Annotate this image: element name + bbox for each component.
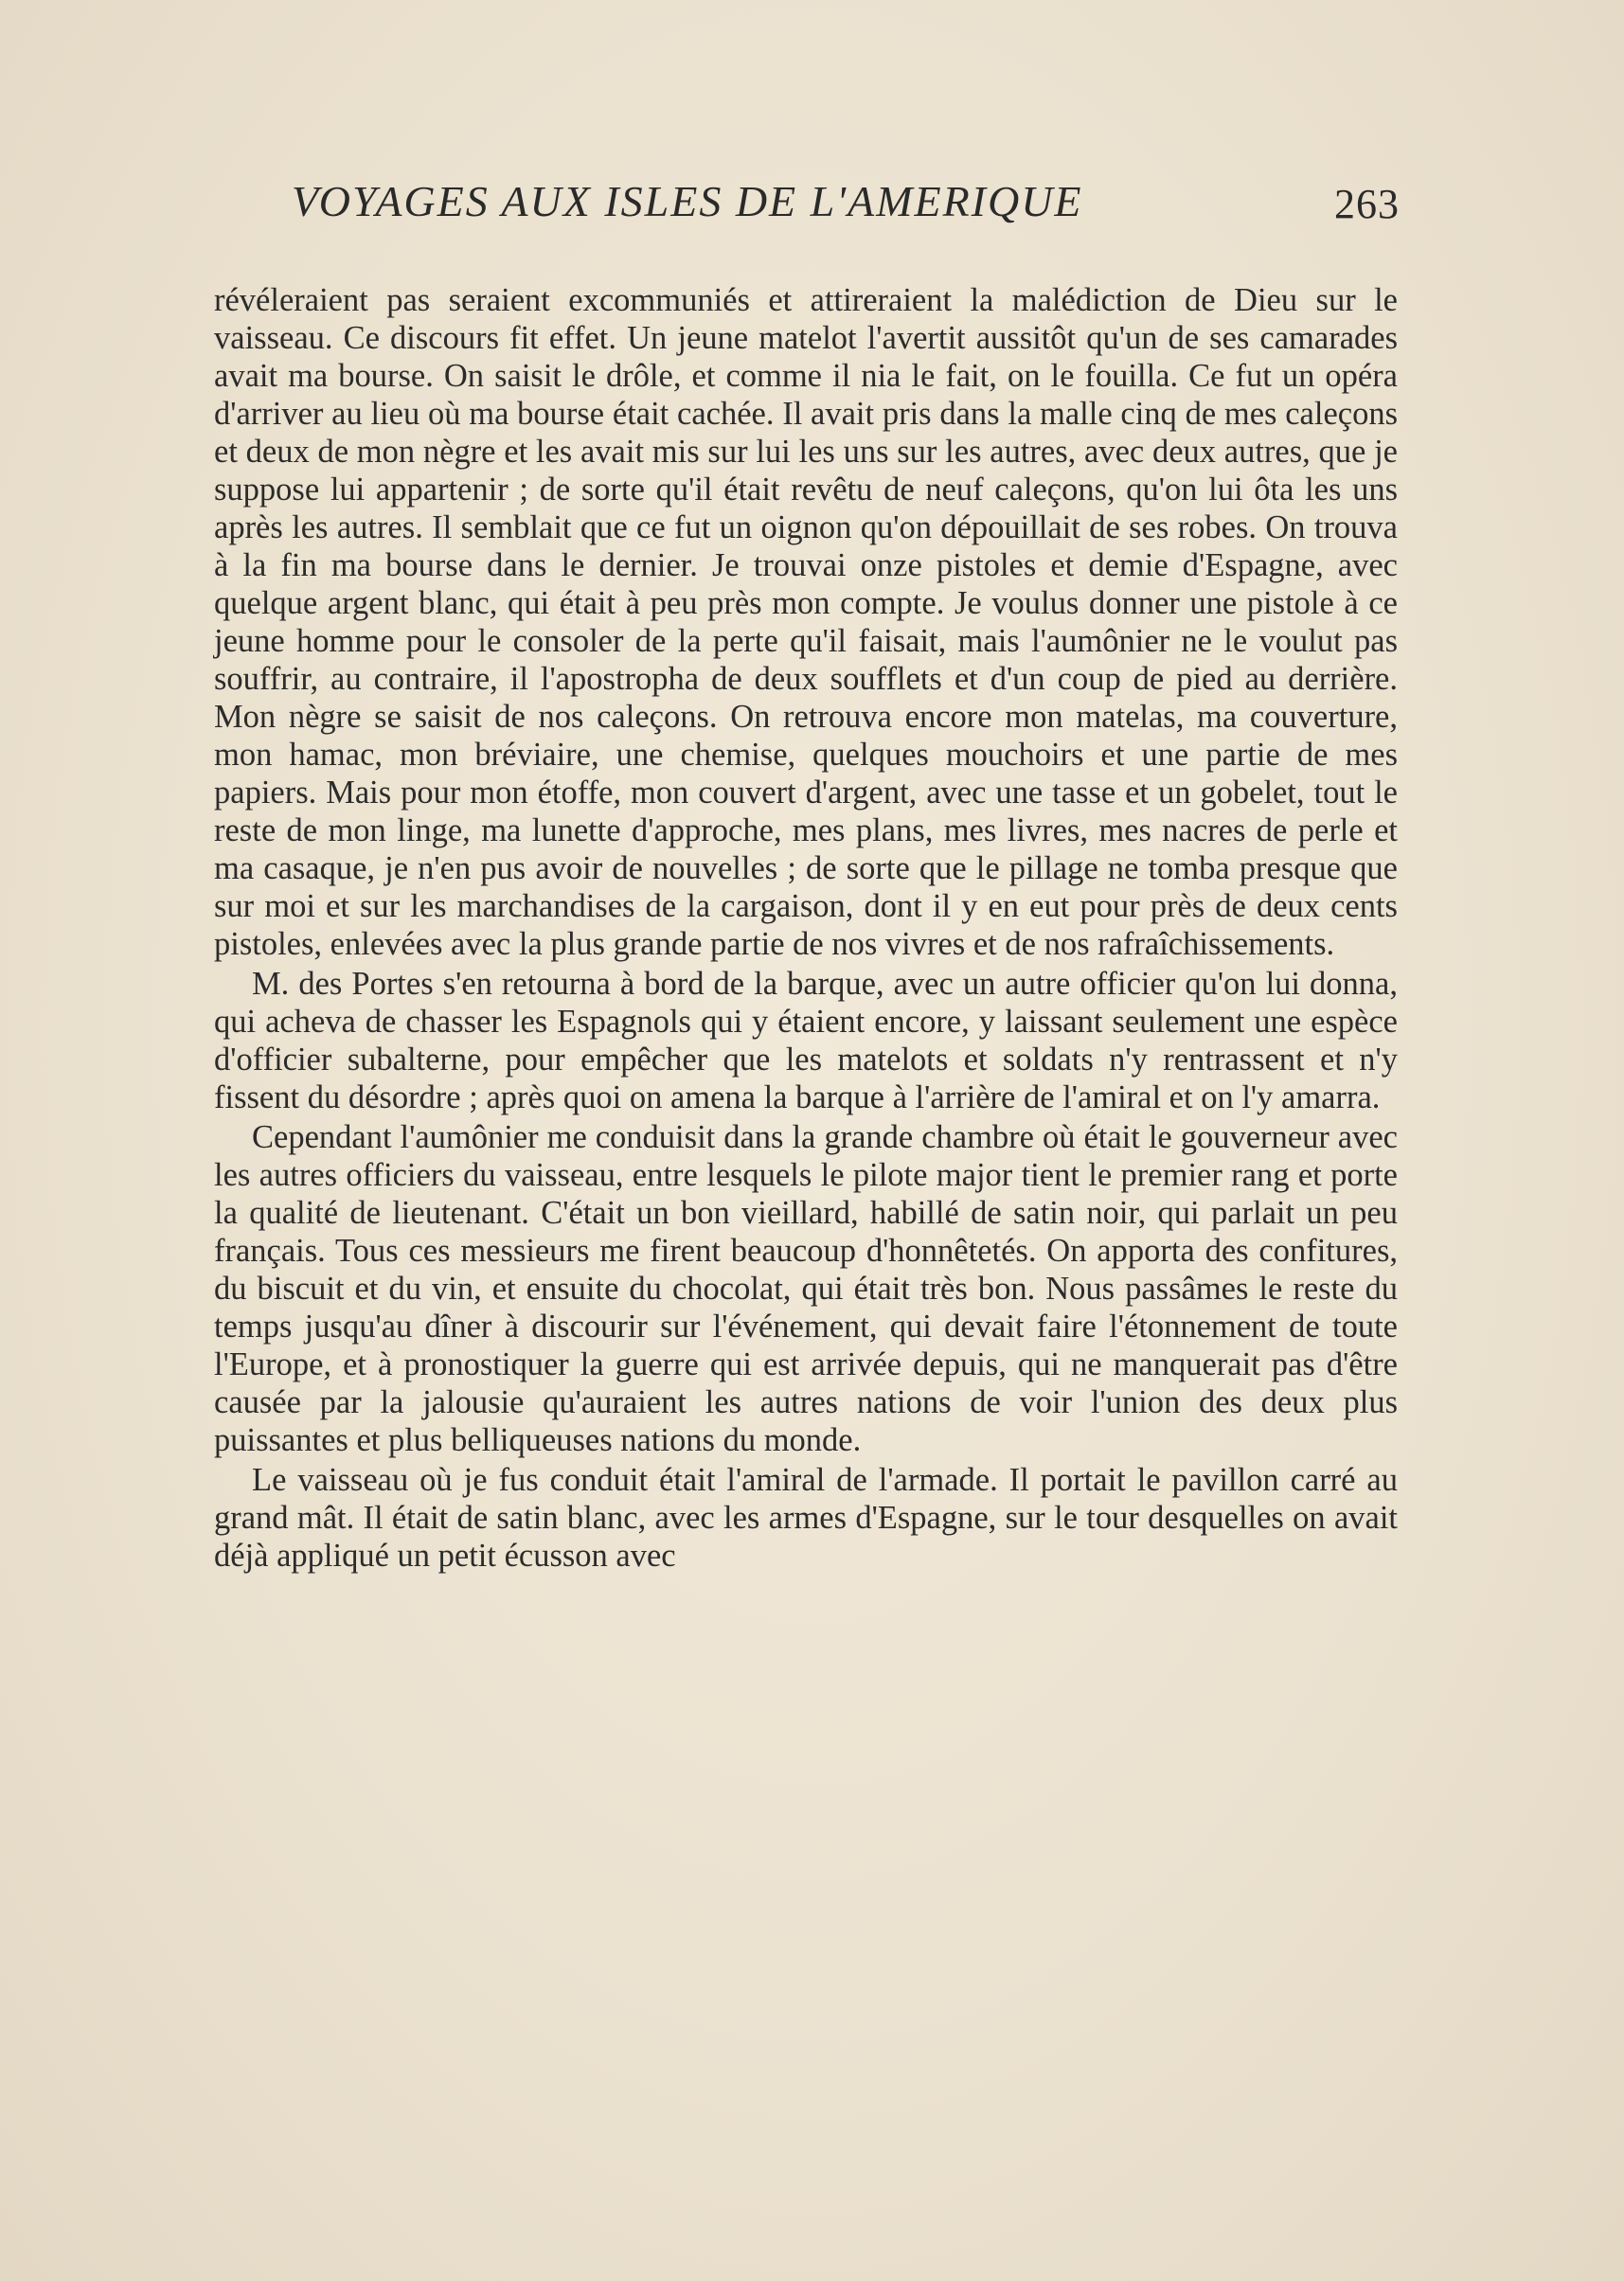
page-header bbox=[292, 176, 1400, 242]
body-text bbox=[214, 281, 1398, 1575]
running-title: VOYAGES AUX ISLES DE L'AMERIQUE bbox=[292, 177, 1083, 225]
paragraph: M. des Portes s'en retourna à bord de la barque, avec un autre officier qu'on lui donna, qui acheva de chasser les Espagnols qui y étaient encore, y laissant seulement une espèce d'officier subalterne, pour empêcher que les matelots et soldats n'y rentrassent et n'y fissent du désordre ; après quoi on amena la barque à l'arrière de l'amiral et on l'y amarra. bbox=[214, 966, 1398, 1115]
paragraph: Cependant l'aumônier me conduisit dans la grande chambre où était le gouverneur avec les autres officiers du vaisseau, entre lesquels le pilote major tient le premier rang et porte la qualité de lieutenant. C'était un bon vieillard, habillé de satin noir, qui parlait un peu français. Tous ces messieurs me firent beaucoup d'honnêtetés. On apporta des confitures, du biscuit et du vin, et ensuite du chocolat, qui était très bon. Nous passâmes le reste du temps jusqu'au dîner à discourir sur l'événement, qui devait faire l'étonnement de toute l'Europe, et à pronostiquer la guerre qui est arrivée depuis, qui ne manquerait pas d'être causée par la jalousie qu'auraient les autres nations de voir l'union des deux plus puissantes et plus belliqueuses nations du monde. bbox=[214, 1119, 1398, 1458]
page-number: 263 bbox=[1334, 181, 1400, 227]
paragraph: Le vaisseau où je fus conduit était l'amiral de l'armade. Il portait le pavillon carré au grand mât. Il était de satin blanc, avec les armes d'Espagne, sur le tour desquelles on avait déjà appliqué un petit écusson avec bbox=[214, 1462, 1398, 1574]
paragraph: révéleraient pas seraient excommuniés et attireraient la malédiction de Dieu sur le vaisseau. Ce discours fit effet. Un jeune matelot l'avertit aussitôt qu'un de ses camarades avait ma bourse. On saisit le drôle, et comme il nia le fait, on le fouilla. Ce fut un opéra d'arriver au lieu où ma bourse était cachée. Il avait pris dans la malle cinq de mes caleçons et deux de mon nègre et les avait mis sur lui les uns sur les autres, avec deux autres, que je suppose lui appartenir ; de sorte qu'il était revêtu de neuf caleçons, qu'on lui ôta les uns après les autres. Il semblait que ce fut un oignon qu'on dépouillait de ses robes. On trouva à la fin ma bourse dans le dernier. Je trouvai onze pistoles et demie d'Espagne, avec quelque argent blanc, qui était à peu près mon compte. Je voulus donner une pistole à ce jeune homme pour le consoler de la perte qu'il faisait, mais l'aumônier ne le voulut pas souffrir, au contraire, il l'apostropha de deux soufflets et d'un coup de pied au derrière. Mon nègre se saisit de nos caleçons. On retrouva encore mon matelas, ma couverture, mon hamac, mon bréviaire, une chemise, quelques mouchoirs et une partie de mes papiers. Mais pour mon étoffe, mon couvert d'argent, avec une tasse et un gobelet, tout le reste de mon linge, ma lunette d'approche, mes plans, mes livres, mes nacres de perle et ma casaque, je n'en pus avoir de nouvelles ; de sorte que le pillage ne tomba presque que sur moi et sur les marchandises de la cargaison, dont il y en eut pour près de deux cents pistoles, enlevées avec la plus grande partie de nos vivres et de nos rafraîchissements. bbox=[214, 282, 1398, 962]
